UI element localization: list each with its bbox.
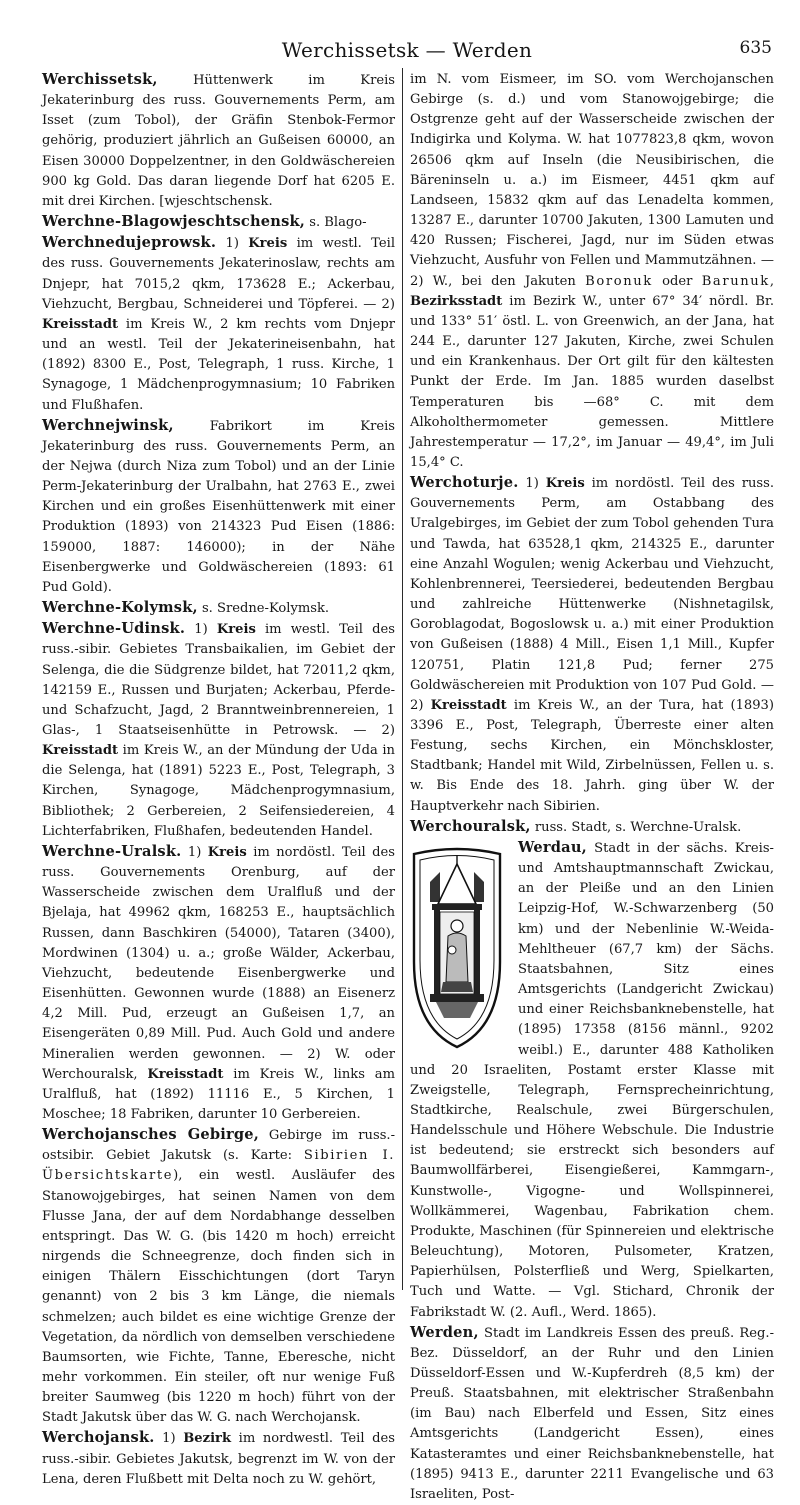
dictionary-entry bbox=[410, 473, 774, 817]
entry-headword: Werchoturje. bbox=[410, 474, 519, 492]
entry-text: Stadt im Landkreis Essen des preuß. Reg.-Bez. Düsseldorf, an der Ruhr und den Linien Düsseldorf-Essen und W.-Kupferdreh (8,5 km) der Preuß. Staatsbahnen, mit elektrischer Straßenbahn (im Bau) nach Elberfeld und Essen, Sitz eines Amtsgerichts (Landgericht Essen), eines Katasteramtes und einer Reichsbanknebenstelle, hat (1895) 9413 E., darunter 2211 Evangelische und 63 Israeliten, Post- bbox=[410, 1325, 774, 1502]
dictionary-entry bbox=[410, 817, 774, 838]
entry-keyword: Bezirksstadt bbox=[410, 293, 503, 309]
entry-text: im nordöstl. Teil des russ. Gouvernements Orenburg, auf der Wasserscheide zwischen dem Uralfluß und der Bjelaja, hat 49962 qkm, 168253 E., hauptsächlich Russen, dann Baschkiren (54000), Tataren (3400), Mordwinen (1304) u. a.; große Wälder, Ackerbau, Viehzucht, bedeutende Eisenbergwerke und Eisenhütten. Gewonnen wurde (1888) an Eisenerz 4,2 Mill. Pud, erzeugt an Gußeisen 1,7, an Eisengeräten 0,89 Mill. Pud. Auch Gold und andere Mineralien werden gewonnen. — 2) W. oder Werchouralsk, bbox=[42, 844, 395, 1082]
dictionary-entry bbox=[42, 598, 395, 619]
entry-text: Stadt in der sächs. Kreis- und Amtshauptmannschaft Zwickau, an der Pleiße und an den Linien Leipzig-Hof, W.-Schwarzenberg (50 km) und der Nebenlinie W.-Weida-Mehltheuer (67,7 km) der Sächs. Staatsbahnen, Sitz eines Amtsgerichts (Landgericht Zwickau) und einer Reichsbanknebenstelle, hat (1895) 17358 (8156 männl., 9202 weibl.) E., darunter 488 Katholiken und 20 Israeliten, Postamt erster Klasse mit Zweigstelle, Telegraph, Fernsprecheinrichtung, Stadtkirche, Realschule, zwei Bürgerschulen, Handelsschule und Höhere Webschule. Die Industrie ist bedeutend; sie erstreckt sich besonders auf Baumwollfärberei, Eisengießerei, Kammgarn-, Kunstwolle-, Vigogne- und Wollspinnerei, Wollkämmerei, Wagenbau, Fabrikation chem. Produkte, Maschinen (für Spinnereien und elektrische Beleuchtung), Motoren, Pulsometer, Kratzen, Papierhülsen, Polsterfließ und Werg, Spielkarten, Tuch und Watte. — Vgl. Stichard, Chronik der Fabrikstadt W. (2. Aufl., Werd. 1865). bbox=[410, 840, 774, 1320]
entry-text: Gebirge im russ.-ostsibir. Gebiet Jakutsk (s. Karte: bbox=[42, 1128, 395, 1164]
dictionary-entry bbox=[42, 212, 395, 233]
dictionary-entry bbox=[42, 1428, 395, 1489]
entry-keyword: Kreis bbox=[545, 476, 585, 492]
entry-keyword: Kreisstadt bbox=[147, 1066, 224, 1082]
entry-text: im nordwestl. Teil des russ.-sibir. Gebietes Jakutsk, begrenzt im W. von der Lena, deren Flußbett mit Delta noch zu W. gehört, bbox=[42, 1431, 395, 1487]
page-header bbox=[42, 38, 772, 68]
dictionary-entry bbox=[42, 842, 395, 1125]
entry-headword: Werchnedujeprowsk. bbox=[42, 234, 217, 252]
entry-text: ), ein westl. Ausläufer des Stanowojgebirges, hat seinen Namen von dem Flusse Jana, der auf dem Nordabhange desselben entspringt. Das W. G. (bis 1420 m hoch) erreicht nirgends die Schneegrenze, doch finden sich in einigen Thälern Eisschichtungen (dort Taryn genannt) von 2 bis 3 km Länge, die niemals schmelzen; auch bildet es eine wichtige Grenze der Vegetation, da nördlich von demselben verschiedene Baumsorten, wie Fichte, Tanne, Eberesche, nicht mehr vorkommen. Ein steiler, oft nur wenige Fuß breiter Saumweg (bis 1220 m hoch) führt von der Stadt Jakutsk über das W. G. nach Werchojansk. bbox=[42, 1168, 395, 1426]
entry-text: 1) bbox=[216, 236, 249, 252]
entry-text: im Bezirk W., unter 67° 34′ nördl. Br. und 133° 51′ östl. L. von Greenwich, an der Jana, hat 244 E., darunter 127 Jakuten, Kirche, zwei Schulen und ein Krankenhaus. Der Ort gilt für den kältesten Punkt der Erde. Im Jan. 1885 wurden daselbst Temperaturen bis —68° C. mit dem Alkoholthermometer gemessen. Mittlere Jahrestemperatur — 17,2°, im Januar — 49,4°, im Juli 15,4° C. bbox=[410, 293, 774, 470]
dictionary-entry bbox=[42, 416, 395, 598]
entry-text: oder bbox=[652, 273, 702, 289]
entry-keyword: Kreisstadt bbox=[42, 316, 119, 332]
entry-text: s. Sredne-Kolymsk. bbox=[197, 601, 330, 617]
dictionary-entry bbox=[410, 70, 774, 473]
entry-text: im Kreis W., an der Tura, hat (1893) 3396 E., Post, Telegraph, Überreste einer alten Festung, sechs Kirchen, ein Mönchskloster, Stadtbank; Handel mit Wild, Zirbelnüssen, Fellen u. s. w. Bis Ende des 18. Jahrh. ging über W. der Hauptverkehr nach Sibirien. bbox=[410, 697, 774, 814]
page-number: 635 bbox=[739, 38, 772, 58]
entry-text: Hüttenwerk im Kreis Jekaterinburg des russ. Gouvernements Perm, am Isset (zum Tobol), der Gräfin Stenbok-Fermor gehörig, produziert jährlich an Gußeisen 60000, an Eisen 30000 Doppelzentner, in den Goldwäschereien 900 kg Gold. Das daran liegende Dorf hat 6205 E. mit drei Kirchen. [wjeschtschensk. bbox=[42, 73, 395, 209]
entry-headword: Werdau, bbox=[518, 838, 587, 856]
entry-headword: Werchojansk. bbox=[42, 1429, 155, 1447]
entry-spaced-text: Boronuk bbox=[585, 273, 653, 289]
entry-headword: Werchissetsk, bbox=[42, 71, 158, 88]
entry-text: im westl. Teil des russ.-sibir. Gebietes Transbaikalien, im Gebiet der Selenga, die die Südgrenze bildet, hat 72011,2 qkm, 142159 E., Russen und Burjaten; Ackerbau, Pferde- und Schafzucht, Jagd, 2 Branntweinbrennereien, 1 Glas-, 1 Staatseisenhütte in Petrowsk. — 2) bbox=[42, 622, 395, 738]
entry-text: russ. Stadt, s. Werchne-Uralsk. bbox=[530, 819, 742, 835]
entry-headword: Werchne-Udinsk. bbox=[42, 620, 186, 638]
entry-text: s. Blago- bbox=[305, 215, 367, 231]
entry-text: 1) bbox=[181, 844, 208, 860]
entry-text: 1) bbox=[185, 622, 217, 638]
entry-keyword: Kreis bbox=[248, 236, 288, 252]
entry-spaced-text: Barunuk bbox=[701, 273, 770, 289]
entry-text: im Kreis W., links am Uralfluß, hat (1892) 11116 E., 5 Kirchen, 1 Moschee; 18 Fabriken, darunter 10 Gerbereien. bbox=[42, 1066, 395, 1122]
entry-text: im Kreis W., an der Mündung der Uda in die Selenga, hat (1891) 5223 E., Post, Telegraph, 3 Kirchen, Synagoge, Mädchenprogymnasium, Bibliothek; 2 Gerbereien, 2 Seifensiedereien, 4 Lichterfabriken, Flußhafen, bedeutenden Handel. bbox=[42, 743, 395, 839]
entry-keyword: Bezirk bbox=[183, 1431, 232, 1447]
dictionary-entry bbox=[42, 619, 395, 842]
entry-keyword: Kreisstadt bbox=[42, 743, 119, 759]
entry-spaced-text: Sibirien I. Übersichtskarte bbox=[42, 1148, 395, 1184]
entry-headword: Werchne-Uralsk. bbox=[42, 842, 182, 860]
werdau-coat-of-arms-icon bbox=[410, 842, 504, 1052]
entry-keyword: Kreisstadt bbox=[430, 697, 507, 713]
entry-text: im Kreis W., 2 km rechts vom Dnjepr und an westl. Teil der Jekaterineisenbahn, hat (1892) 8300 E., Post, Telegraph, 1 russ. Kirche, 1 Synagoge, 1 Mädchenprogymnasium; 10 Fabriken und Flußhafen. bbox=[42, 316, 395, 413]
right-column bbox=[410, 70, 774, 1502]
dictionary-entry bbox=[42, 233, 395, 415]
entry-text: 1) bbox=[154, 1431, 184, 1447]
entry-keyword: Kreis bbox=[216, 622, 256, 638]
entry-headword: Werden, bbox=[410, 1323, 479, 1341]
left-column bbox=[42, 70, 396, 1487]
dictionary-entry bbox=[42, 1125, 395, 1428]
entry-text: im westl. Teil des russ. Gouvernements Jekaterinoslaw, rechts am Dnjepr, hat 7015,2 qkm, 173628 E.; Ackerbau, Viehzucht, Bergbau, Schneiderei und Töpferei. — 2) bbox=[42, 236, 396, 312]
entry-text: im N. vom Eismeer, im SO. vom Werchojanschen Gebirge (s. d.) und vom Stanowojgebirge; die Ostgrenze geht auf der Wasserscheide zwischen der Indigirka und Kolyma. W. hat 1077823,8 qkm, wovon 26506 qkm auf Inseln (die Neusibirischen, die Bäreninseln u. a.) im Eismeer, 4451 qkm auf Landseen, 15832 qkm auf das Lenadelta kommen, 13287 E., darunter 10700 Jakuten, 1300 Lamuten und 420 Russen; Fischerei, Jagd, nur im Süden etwas Viehzucht, Ausfuhr von Fellen und Mammutzähnen. — 2) W., bei den Jakuten bbox=[410, 72, 774, 289]
entry-headword: Werchne-Kolymsk, bbox=[42, 599, 198, 617]
entry-headword: Werchojansches Gebirge, bbox=[42, 1126, 260, 1144]
running-title: Werchissetsk — Werden bbox=[281, 38, 533, 62]
entry-headword: Werchne-Blagowjeschtschensk, bbox=[42, 213, 306, 231]
coat-of-arms-figure bbox=[410, 842, 510, 1057]
entry-keyword: Kreis bbox=[207, 844, 247, 860]
entry-headword: Werchnejwinsk, bbox=[42, 416, 174, 434]
dictionary-entry bbox=[410, 1323, 774, 1505]
entry-text: , bbox=[769, 273, 774, 289]
entry-headword: Werchouralsk, bbox=[410, 817, 531, 835]
dictionary-entry bbox=[410, 838, 774, 1323]
dictionary-entry bbox=[42, 70, 395, 212]
entry-text: Fabrikort im Kreis Jekaterinburg des russ. Gouvernements Perm, an der Nejwa (durch Niza zum Tobol) und an der Linie Perm-Jekaterinburg der Uralbahn, hat 2763 E., zwei Kirchen und ein großes Eisenhüttenwerk mit einer Produktion (1893) von 214323 Pud Eisen (1886: 159000, 1887: 146000); in der Nähe Eisenbergwerke und Goldwäschereien (1893: 61 Pud Gold). bbox=[42, 418, 395, 595]
entry-text: im nordöstl. Teil des russ. Gouvernements Perm, am Ostabbang des Uralgebirges, im Gebiet der zum Tobol gehenden Tura und Tawda, hat 63528,1 qkm, 214325 E., darunter eine Anzahl Wogulen; wenig Ackerbau und Viehzucht, Kohlenbrennerei, Teersiederei, bedeutenden Bergbau und zahlreiche Hüttenwerke (Nishnetagilsk, Goroblagodat, Bogoslowsk u. a.) mit einer Produktion von Gußeisen (1888) 4 Mill., Eisen 1,1 Mill., Kupfer 120751, Platin 121,8 Pud; ferner 275 Goldwäschereien mit Produktion von 107 Pud Gold. — 2) bbox=[410, 476, 774, 713]
column-divider bbox=[402, 68, 403, 1290]
entry-text: 1) bbox=[518, 476, 546, 492]
